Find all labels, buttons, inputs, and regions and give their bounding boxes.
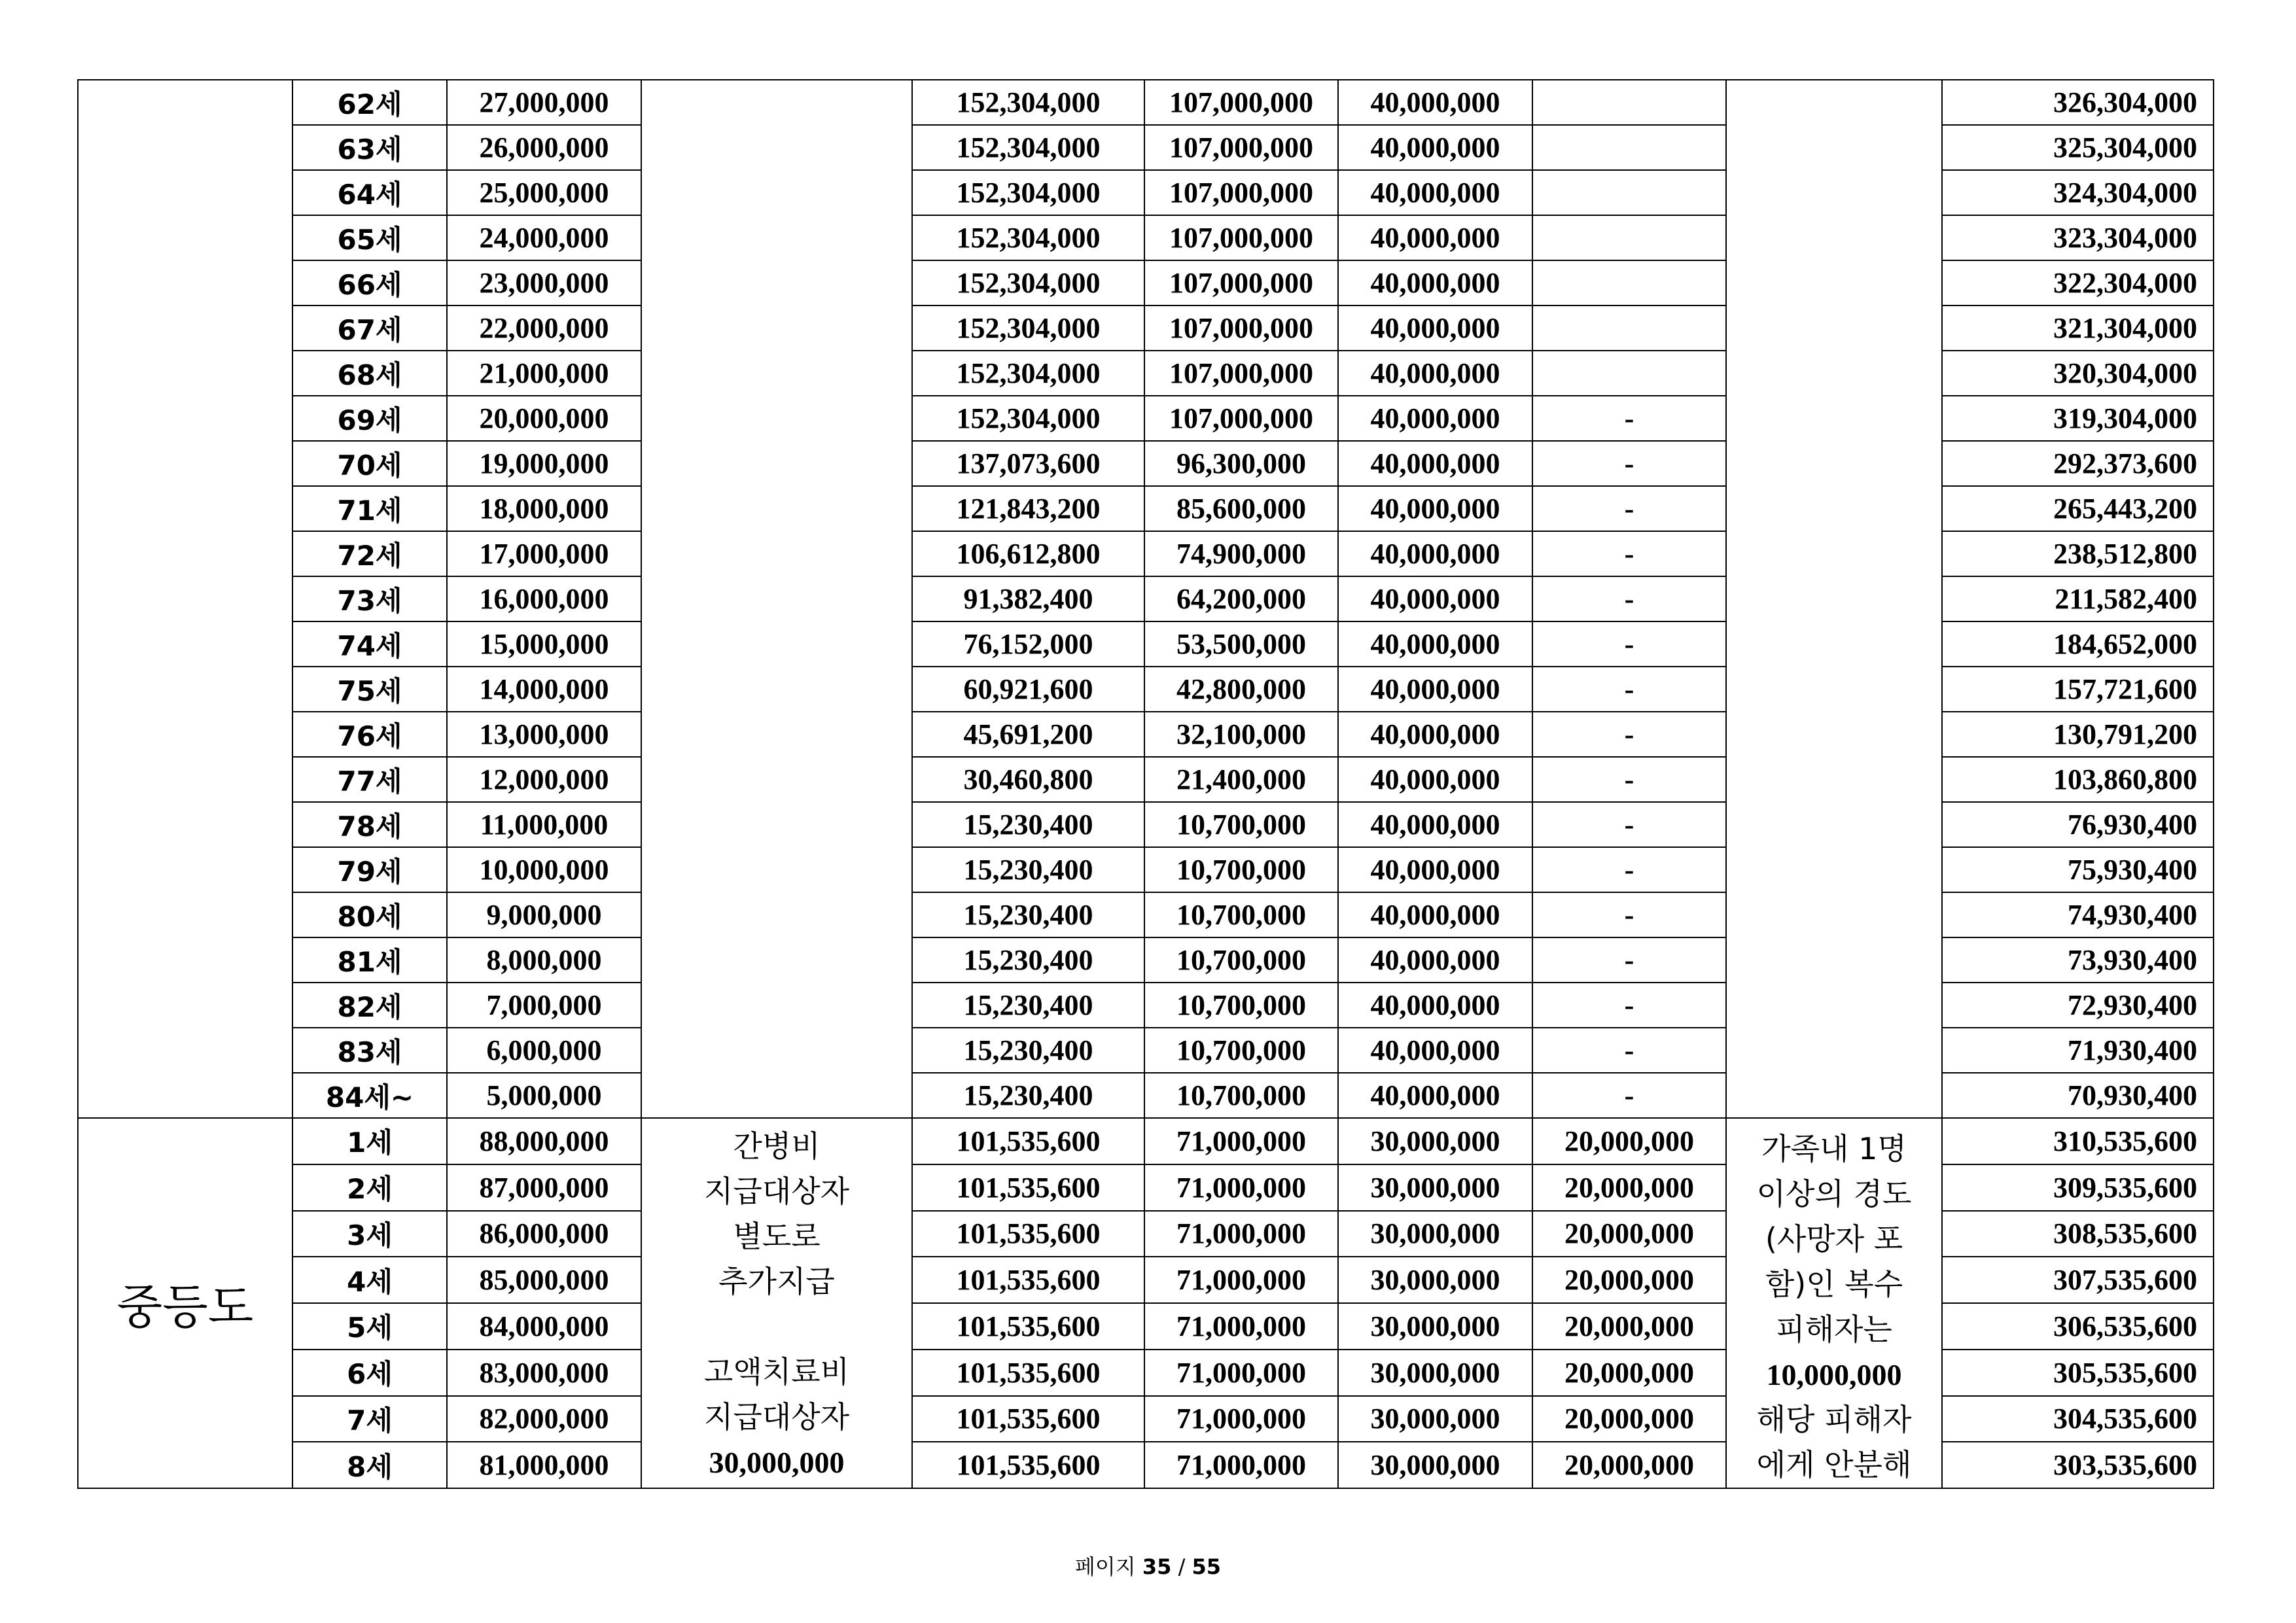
amount-cell — [1532, 351, 1726, 396]
amount-cell: 88,000,000 — [447, 1118, 641, 1164]
amount-cell: 16,000,000 — [447, 576, 641, 621]
amount-cell: 84,000,000 — [447, 1303, 641, 1350]
amount-cell: 76,152,000 — [912, 621, 1144, 667]
amount-cell: 82,000,000 — [447, 1396, 641, 1442]
note-line: 이상의 경도 — [1756, 1176, 1912, 1212]
age-cell: 71세 — [292, 486, 447, 531]
amount-cell: 96,300,000 — [1144, 441, 1338, 486]
total-cell: 306,535,600 — [1942, 1303, 2214, 1350]
age-cell: 78세 — [292, 802, 447, 847]
total-cell: 310,535,600 — [1942, 1118, 2214, 1164]
age-cell: 3세 — [292, 1211, 447, 1257]
total-cell: 309,535,600 — [1942, 1164, 2214, 1211]
total-cell: 304,535,600 — [1942, 1396, 2214, 1442]
table-row — [78, 80, 2214, 125]
age-cell: 72세 — [292, 531, 447, 576]
amount-cell: 26,000,000 — [447, 125, 641, 170]
amount-cell: 107,000,000 — [1144, 260, 1338, 305]
note-line: (사망자 포 — [1765, 1221, 1903, 1257]
amount-cell: 107,000,000 — [1144, 170, 1338, 215]
amount-cell: 107,000,000 — [1144, 80, 1338, 125]
amount-cell: 32,100,000 — [1144, 712, 1338, 757]
amount-cell: 40,000,000 — [1338, 937, 1532, 983]
note-line: 가족내 1명 — [1761, 1131, 1907, 1166]
amount-cell: 20,000,000 — [1532, 1257, 1726, 1303]
amount-cell: 40,000,000 — [1338, 892, 1532, 937]
amount-cell: 91,382,400 — [912, 576, 1144, 621]
amount-cell: 71,000,000 — [1144, 1442, 1338, 1488]
age-cell: 80세 — [292, 892, 447, 937]
age-cell: 8세 — [292, 1442, 447, 1488]
total-cell: 130,791,200 — [1942, 712, 2214, 757]
amount-cell: 40,000,000 — [1338, 125, 1532, 170]
amount-cell: 40,000,000 — [1338, 802, 1532, 847]
amount-cell: 30,000,000 — [1338, 1211, 1532, 1257]
amount-cell: 21,400,000 — [1144, 757, 1338, 802]
total-cell: 305,535,600 — [1942, 1350, 2214, 1396]
note-line: 간병비 — [733, 1128, 821, 1164]
amount-cell: 86,000,000 — [447, 1211, 641, 1257]
amount-cell: 85,000,000 — [447, 1257, 641, 1303]
total-cell: 308,535,600 — [1942, 1211, 2214, 1257]
amount-cell: 20,000,000 — [1532, 1350, 1726, 1396]
amount-cell: 15,230,400 — [912, 1028, 1144, 1073]
amount-cell: 20,000,000 — [1532, 1396, 1726, 1442]
total-cell: 323,304,000 — [1942, 215, 2214, 260]
total-cell: 71,930,400 — [1942, 1028, 2214, 1073]
age-cell: 62세 — [292, 80, 447, 125]
amount-cell: 71,000,000 — [1144, 1303, 1338, 1350]
amount-cell: 20,000,000 — [447, 396, 641, 441]
amount-cell: 40,000,000 — [1338, 170, 1532, 215]
table-body — [78, 80, 2214, 1488]
amount-cell: 152,304,000 — [912, 260, 1144, 305]
amount-cell: 30,000,000 — [1338, 1396, 1532, 1442]
total-cell: 73,930,400 — [1942, 937, 2214, 983]
amount-cell: 101,535,600 — [912, 1118, 1144, 1164]
age-cell: 7세 — [292, 1396, 447, 1442]
total-cell: 320,304,000 — [1942, 351, 2214, 396]
total-cell: 75,930,400 — [1942, 847, 2214, 892]
amount-cell: 10,700,000 — [1144, 937, 1338, 983]
amount-cell: 10,700,000 — [1144, 802, 1338, 847]
amount-cell: 42,800,000 — [1144, 667, 1338, 712]
amount-cell: 101,535,600 — [912, 1350, 1144, 1396]
amount-cell: 107,000,000 — [1144, 351, 1338, 396]
amount-cell: 152,304,000 — [912, 80, 1144, 125]
amount-cell: 71,000,000 — [1144, 1211, 1338, 1257]
note-line: 지급대상자 — [703, 1174, 850, 1209]
amount-cell: 60,921,600 — [912, 667, 1144, 712]
total-cell: 303,535,600 — [1942, 1442, 2214, 1488]
amount-cell: 107,000,000 — [1144, 396, 1338, 441]
note-line: 추가지급 — [718, 1264, 835, 1299]
amount-cell: 40,000,000 — [1338, 486, 1532, 531]
amount-cell: 40,000,000 — [1338, 351, 1532, 396]
total-cell: 307,535,600 — [1942, 1257, 2214, 1303]
amount-cell: 107,000,000 — [1144, 215, 1338, 260]
amount-cell: - — [1532, 847, 1726, 892]
amount-cell: 106,612,800 — [912, 531, 1144, 576]
total-cell: 326,304,000 — [1942, 80, 2214, 125]
severity-label: 중등도 — [78, 1118, 292, 1488]
amount-cell: 13,000,000 — [447, 712, 641, 757]
amount-cell: - — [1532, 396, 1726, 441]
total-cell: 319,304,000 — [1942, 396, 2214, 441]
amount-cell: 101,535,600 — [912, 1211, 1144, 1257]
amount-cell: 30,000,000 — [1338, 1118, 1532, 1164]
amount-cell: 27,000,000 — [447, 80, 641, 125]
amount-cell: 40,000,000 — [1338, 1073, 1532, 1118]
amount-cell: 53,500,000 — [1144, 621, 1338, 667]
amount-cell — [1532, 215, 1726, 260]
total-cell: 72,930,400 — [1942, 983, 2214, 1028]
amount-cell: - — [1532, 441, 1726, 486]
age-cell: 68세 — [292, 351, 447, 396]
amount-cell: 74,900,000 — [1144, 531, 1338, 576]
amount-cell: 10,700,000 — [1144, 1073, 1338, 1118]
amount-cell: 71,000,000 — [1144, 1257, 1338, 1303]
amount-cell: 101,535,600 — [912, 1303, 1144, 1350]
age-cell: 75세 — [292, 667, 447, 712]
amount-cell: 152,304,000 — [912, 170, 1144, 215]
amount-cell: 9,000,000 — [447, 892, 641, 937]
amount-cell: 22,000,000 — [447, 305, 641, 351]
amount-cell: 40,000,000 — [1338, 441, 1532, 486]
amount-cell: 40,000,000 — [1338, 80, 1532, 125]
amount-cell: - — [1532, 486, 1726, 531]
amount-cell: 19,000,000 — [447, 441, 641, 486]
amount-cell: 101,535,600 — [912, 1164, 1144, 1211]
severity-cell — [78, 80, 292, 1118]
amount-cell: 87,000,000 — [447, 1164, 641, 1211]
amount-cell: 10,700,000 — [1144, 983, 1338, 1028]
amount-cell — [1532, 170, 1726, 215]
age-cell: 84세~ — [292, 1073, 447, 1118]
amount-cell: 121,843,200 — [912, 486, 1144, 531]
page-label: 페이지 — [1074, 1554, 1136, 1579]
note-line — [642, 1304, 911, 1350]
age-cell: 70세 — [292, 441, 447, 486]
amount-cell: 12,000,000 — [447, 757, 641, 802]
amount-cell: 15,230,400 — [912, 802, 1144, 847]
amount-cell: 8,000,000 — [447, 937, 641, 983]
note-line: 피해자는 — [1776, 1312, 1892, 1347]
amount-cell: 21,000,000 — [447, 351, 641, 396]
total-cell: 265,443,200 — [1942, 486, 2214, 531]
amount-cell: 5,000,000 — [447, 1073, 641, 1118]
amount-cell: 40,000,000 — [1338, 1028, 1532, 1073]
amount-cell: - — [1532, 757, 1726, 802]
total-cell: 322,304,000 — [1942, 260, 2214, 305]
amount-cell: - — [1532, 937, 1726, 983]
amount-cell: 30,000,000 — [1338, 1164, 1532, 1211]
age-cell: 83세 — [292, 1028, 447, 1073]
amount-cell: 71,000,000 — [1144, 1164, 1338, 1211]
total-cell: 292,373,600 — [1942, 441, 2214, 486]
amount-cell: 18,000,000 — [447, 486, 641, 531]
age-cell: 6세 — [292, 1350, 447, 1396]
note-line: 30,000,000 — [709, 1446, 845, 1479]
amount-cell: 152,304,000 — [912, 305, 1144, 351]
amount-cell: 30,000,000 — [1338, 1350, 1532, 1396]
amount-cell: 101,535,600 — [912, 1257, 1144, 1303]
amount-cell: 40,000,000 — [1338, 712, 1532, 757]
age-cell: 81세 — [292, 937, 447, 983]
amount-cell: 83,000,000 — [447, 1350, 641, 1396]
amount-cell: 64,200,000 — [1144, 576, 1338, 621]
age-cell: 65세 — [292, 215, 447, 260]
amount-cell: 152,304,000 — [912, 351, 1144, 396]
amount-cell: 15,230,400 — [912, 937, 1144, 983]
note-cell — [641, 80, 912, 1118]
amount-cell: 40,000,000 — [1338, 757, 1532, 802]
amount-cell: 24,000,000 — [447, 215, 641, 260]
note-line: 함)인 복수 — [1765, 1266, 1903, 1302]
note-line: 별도로 — [733, 1219, 821, 1254]
note-cell — [1726, 80, 1942, 1118]
amount-cell: - — [1532, 802, 1726, 847]
compensation-table — [77, 79, 2214, 1489]
amount-cell: 30,000,000 — [1338, 1257, 1532, 1303]
total-cell: 325,304,000 — [1942, 125, 2214, 170]
note-line: 에게 안분해 — [1756, 1447, 1912, 1482]
amount-cell: - — [1532, 1028, 1726, 1073]
amount-cell: 30,000,000 — [1338, 1442, 1532, 1488]
total-cell: 211,582,400 — [1942, 576, 2214, 621]
amount-cell: 14,000,000 — [447, 667, 641, 712]
total-cell: 184,652,000 — [1942, 621, 2214, 667]
amount-cell: 7,000,000 — [447, 983, 641, 1028]
amount-cell: 10,000,000 — [447, 847, 641, 892]
amount-cell: 30,000,000 — [1338, 1303, 1532, 1350]
amount-cell: 152,304,000 — [912, 125, 1144, 170]
age-cell: 66세 — [292, 260, 447, 305]
page-current: 35 — [1142, 1554, 1172, 1579]
amount-cell: 45,691,200 — [912, 712, 1144, 757]
total-cell: 76,930,400 — [1942, 802, 2214, 847]
amount-cell: 20,000,000 — [1532, 1211, 1726, 1257]
amount-cell: - — [1532, 712, 1726, 757]
amount-cell: 152,304,000 — [912, 215, 1144, 260]
amount-cell: 71,000,000 — [1144, 1118, 1338, 1164]
amount-cell: 40,000,000 — [1338, 983, 1532, 1028]
amount-cell: 20,000,000 — [1532, 1303, 1726, 1350]
amount-cell: 40,000,000 — [1338, 260, 1532, 305]
amount-cell: 85,600,000 — [1144, 486, 1338, 531]
total-cell: 70,930,400 — [1942, 1073, 2214, 1118]
age-cell: 77세 — [292, 757, 447, 802]
amount-cell: - — [1532, 576, 1726, 621]
amount-cell: 40,000,000 — [1338, 531, 1532, 576]
age-cell: 63세 — [292, 125, 447, 170]
amount-cell — [1532, 260, 1726, 305]
amount-cell: 15,230,400 — [912, 892, 1144, 937]
note-line: 해당 피해자 — [1756, 1402, 1912, 1437]
total-cell: 157,721,600 — [1942, 667, 2214, 712]
amount-cell: 10,700,000 — [1144, 1028, 1338, 1073]
amount-cell: 17,000,000 — [447, 531, 641, 576]
amount-cell: 40,000,000 — [1338, 667, 1532, 712]
total-cell: 74,930,400 — [1942, 892, 2214, 937]
amount-cell: 11,000,000 — [447, 802, 641, 847]
age-cell: 1세 — [292, 1118, 447, 1164]
amount-cell — [1532, 125, 1726, 170]
age-cell: 64세 — [292, 170, 447, 215]
amount-cell: 20,000,000 — [1532, 1118, 1726, 1164]
amount-cell: - — [1532, 1073, 1726, 1118]
amount-cell: 101,535,600 — [912, 1442, 1144, 1488]
age-cell: 4세 — [292, 1257, 447, 1303]
note-line: 고액치료비 — [703, 1354, 850, 1389]
total-cell: 324,304,000 — [1942, 170, 2214, 215]
amount-cell: 107,000,000 — [1144, 305, 1338, 351]
amount-cell: - — [1532, 531, 1726, 576]
amount-cell: 20,000,000 — [1532, 1442, 1726, 1488]
amount-cell: 40,000,000 — [1338, 576, 1532, 621]
note-line: 지급대상자 — [703, 1399, 850, 1435]
age-cell: 73세 — [292, 576, 447, 621]
total-cell: 103,860,800 — [1942, 757, 2214, 802]
care-cost-note — [641, 1118, 912, 1488]
amount-cell: - — [1532, 667, 1726, 712]
age-cell: 79세 — [292, 847, 447, 892]
amount-cell: 15,000,000 — [447, 621, 641, 667]
amount-cell: 6,000,000 — [447, 1028, 641, 1073]
amount-cell — [1532, 80, 1726, 125]
amount-cell: 101,535,600 — [912, 1396, 1144, 1442]
amount-cell: 20,000,000 — [1532, 1164, 1726, 1211]
amount-cell: 15,230,400 — [912, 983, 1144, 1028]
amount-cell: 137,073,600 — [912, 441, 1144, 486]
age-cell: 67세 — [292, 305, 447, 351]
age-cell: 76세 — [292, 712, 447, 757]
amount-cell: 40,000,000 — [1338, 305, 1532, 351]
amount-cell: 15,230,400 — [912, 1073, 1144, 1118]
amount-cell: 30,460,800 — [912, 757, 1144, 802]
table-row — [78, 1118, 2214, 1164]
amount-cell: 15,230,400 — [912, 847, 1144, 892]
page-total: 55 — [1192, 1554, 1222, 1579]
amount-cell: 40,000,000 — [1338, 396, 1532, 441]
amount-cell: 71,000,000 — [1144, 1396, 1338, 1442]
amount-cell — [1532, 305, 1726, 351]
age-cell: 69세 — [292, 396, 447, 441]
amount-cell: - — [1532, 983, 1726, 1028]
amount-cell: - — [1532, 892, 1726, 937]
amount-cell: 152,304,000 — [912, 396, 1144, 441]
note-line: 10,000,000 — [1766, 1358, 1902, 1391]
amount-cell: 23,000,000 — [447, 260, 641, 305]
total-cell: 321,304,000 — [1942, 305, 2214, 351]
page-separator: / — [1178, 1554, 1186, 1579]
amount-cell: 81,000,000 — [447, 1442, 641, 1488]
age-cell: 82세 — [292, 983, 447, 1028]
amount-cell: 107,000,000 — [1144, 125, 1338, 170]
amount-cell: 71,000,000 — [1144, 1350, 1338, 1396]
family-note — [1726, 1118, 1942, 1488]
amount-cell: 40,000,000 — [1338, 215, 1532, 260]
age-cell: 2세 — [292, 1164, 447, 1211]
amount-cell: 25,000,000 — [447, 170, 641, 215]
amount-cell: 40,000,000 — [1338, 621, 1532, 667]
amount-cell: 40,000,000 — [1338, 847, 1532, 892]
total-cell: 238,512,800 — [1942, 531, 2214, 576]
amount-cell: 10,700,000 — [1144, 892, 1338, 937]
amount-cell: 10,700,000 — [1144, 847, 1338, 892]
page-footer — [0, 1550, 2296, 1580]
age-cell: 5세 — [292, 1303, 447, 1350]
amount-cell: - — [1532, 621, 1726, 667]
age-cell: 74세 — [292, 621, 447, 667]
